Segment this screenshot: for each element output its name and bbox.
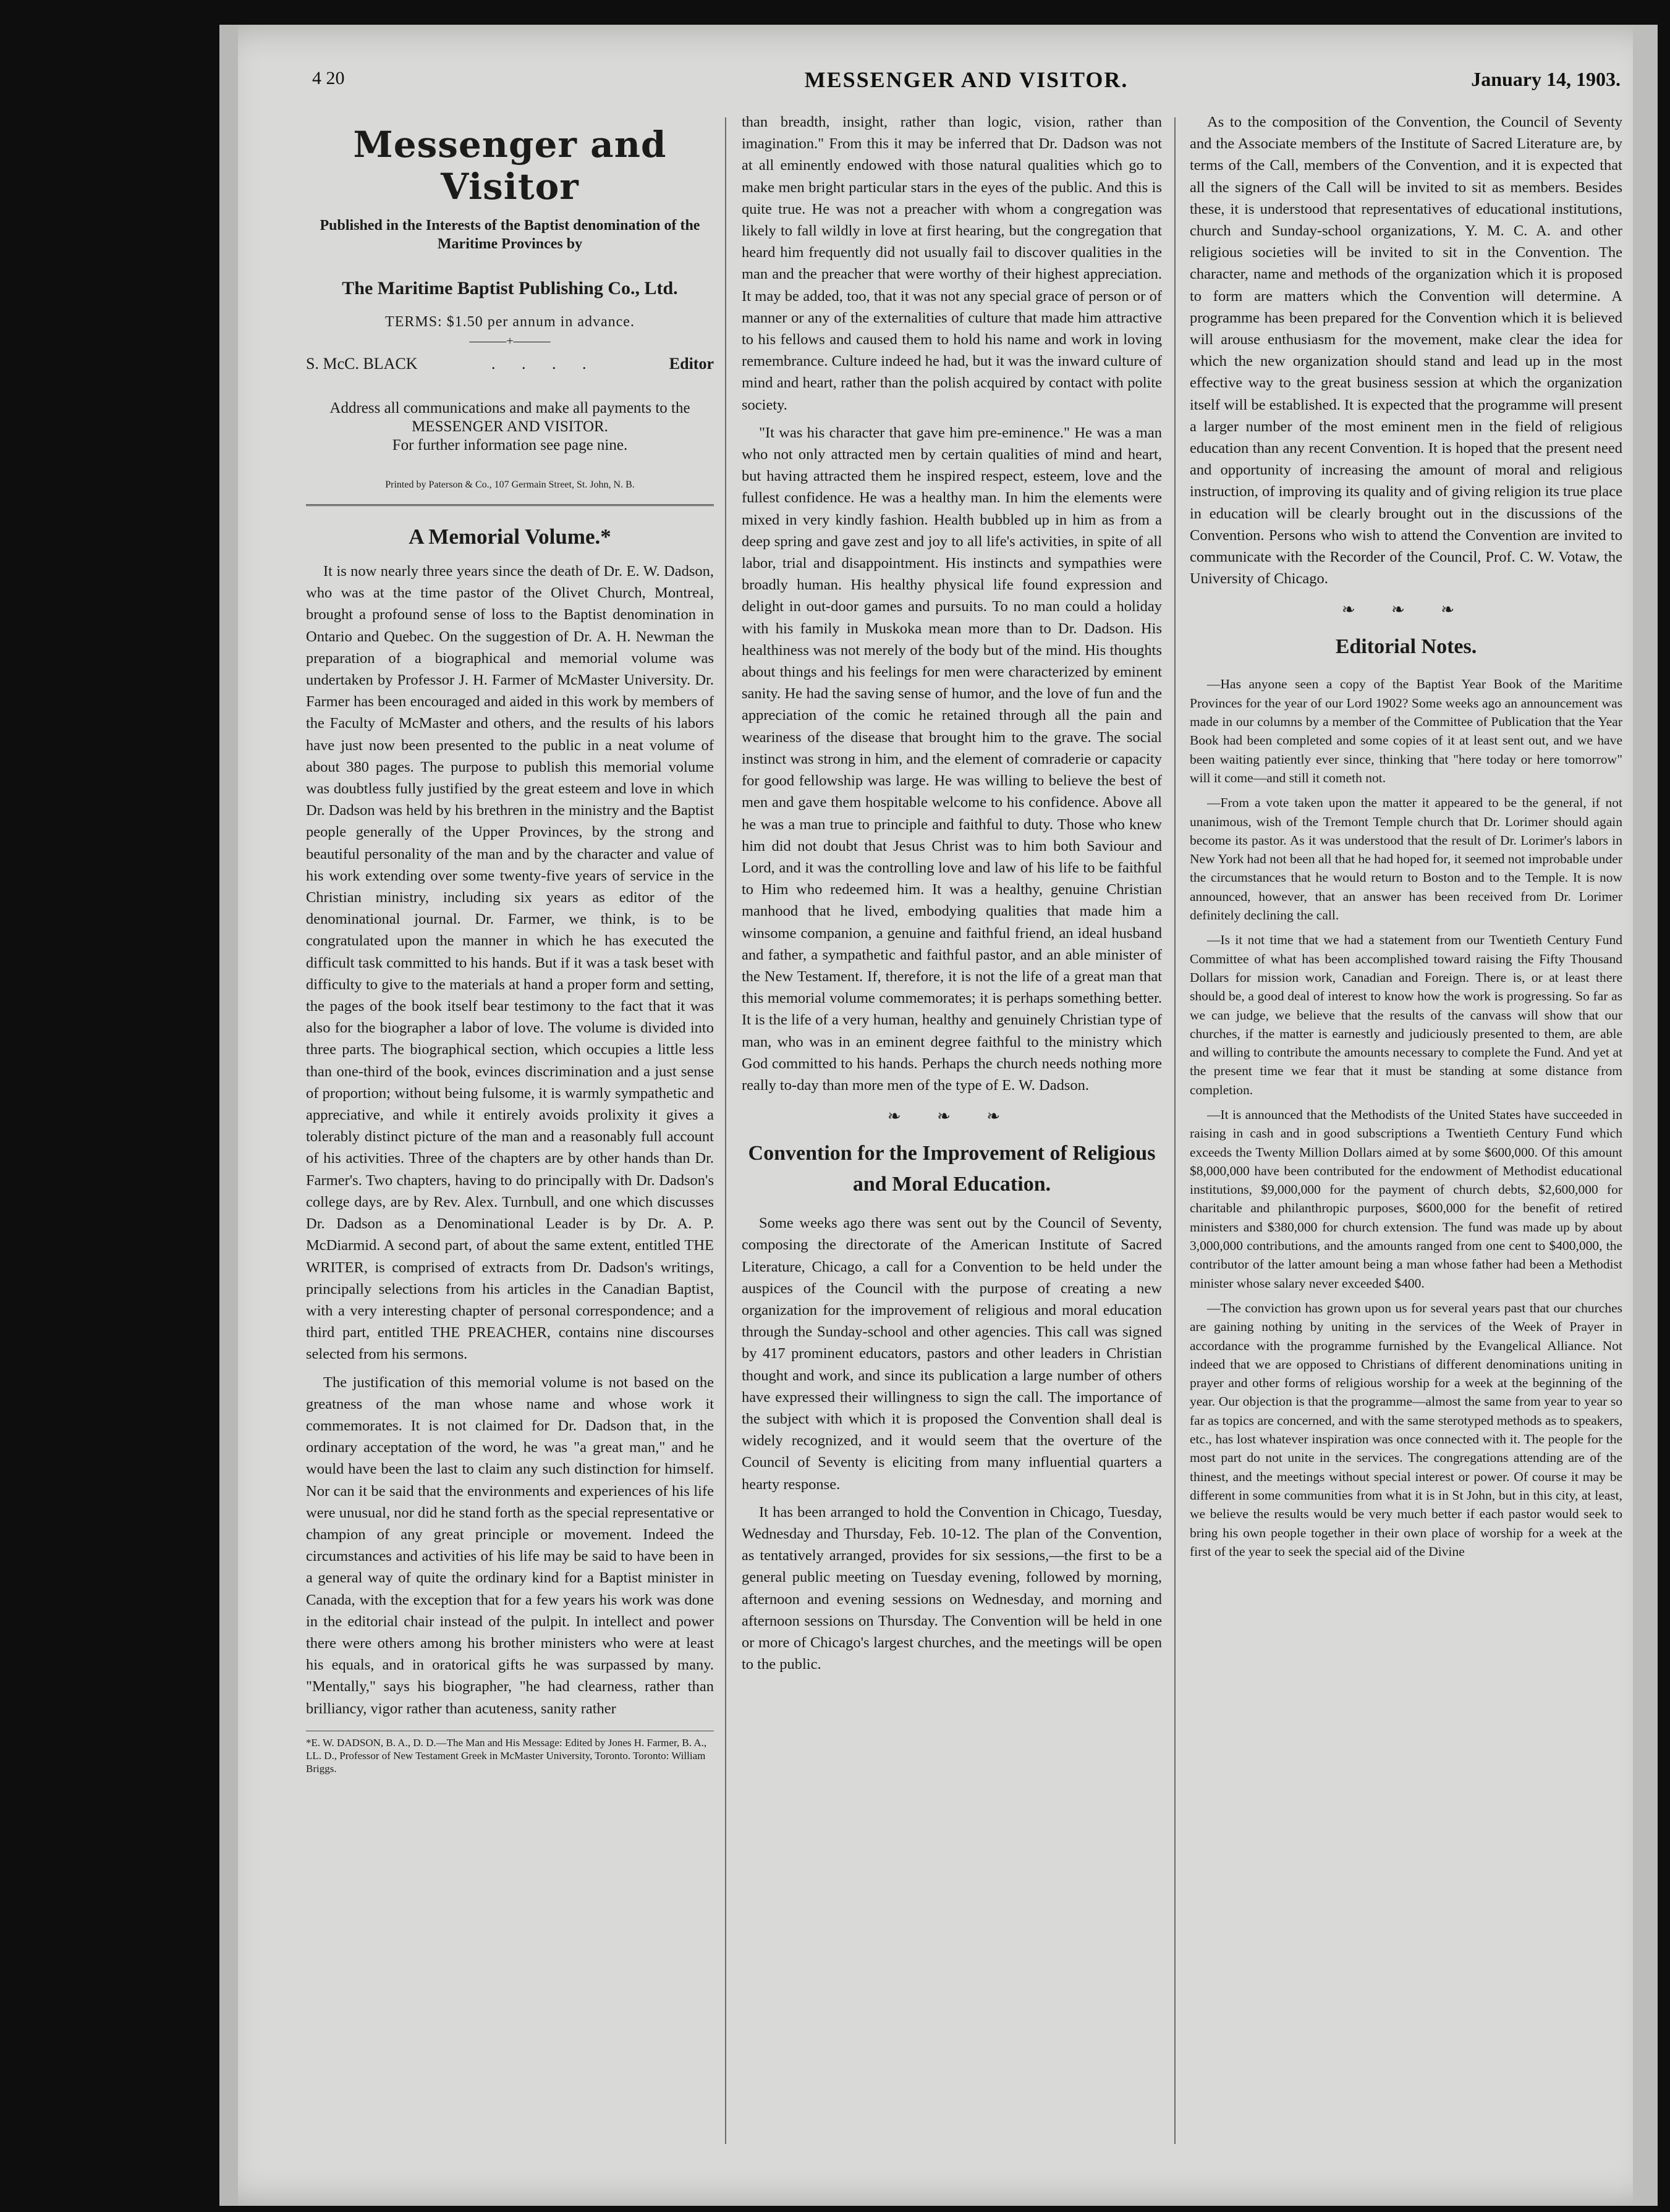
memorial-title: A Memorial Volume.* [409,525,611,549]
column-2 [742,111,1162,1681]
printer-line: Printed by Paterson & Co., 107 Germain Street, St. John, N. B. [385,479,635,490]
memorial-paragraph: It is now nearly three years since the death of Dr. E. W. Dadson, who was at the time pastor of the Olivet Church, Montreal, brought a profound sense of loss to the Baptist denomination in Ontario and Quebec. On the suggestion of Dr. A. H. Newman the preparation of a biographical and memorial volume was undertaken by Professor J. H. Farmer of McMaster University. Dr. Farmer has been encouraged and aided in this work by members of the Faculty of McMaster and others, and the results of his labors have just now been presented to the public in a neat volume of about 380 pages. The purpose to publish this memorial volume was doubtless fully justified by the great esteem and love in which Dr. Dadson was held by his brethren in the ministry and the Baptist people generally of the Upper Provinces, by the strong and beautiful personality of the man and by the character and value of his work extending over some twenty-five years of service in the Christian ministry, including six years as editor of the denominational journal. Dr. Farmer, we think, is to be congratulated upon the manner in which he has executed the difficult task committed to his hands. But if it was a task beset with difficulty to give to the materials at hand a proper form and setting, the pages of the book itself bear testimony to the fact that it was also for the biographer a labor of love. The volume is divided into three parts. The biographical section, which occupies a little less than one-third of the book, evinces discrimination and a just sense of proportion; without being fulsome, it is warmly sympathetic and appreciative, and while it entirely avoids prolixity it gives a tolerably distinct picture of the man and a reasonably full account of his activities. Three of the chapters are by other hands than Dr. Farmer's. Two chapters, having to do principally with Dr. Dadson's college days, are by Rev. Alex. Turnbull, and one which discusses Dr. Dadson as a Denominational Leader is by Dr. A. P. McDiarmid. A second part, of about the same extent, entitled THE WRITER, is comprised of extracts from Dr. Dadson's writings, principally selections from his articles in the Canadian Baptist, with a very interesting chapter of personal correspondence; and a third part, entitled THE PREACHER, contains nine discourses selected from his sermons. [306,563,714,1363]
section-ornament: ❧ ❧ ❧ [1341,601,1471,619]
column-rule-1 [725,117,726,2144]
issue-date: January 14, 1903. [1471,68,1621,90]
editorial-notes [1190,675,1622,1561]
masthead-title: Messenger and Visitor [353,124,667,208]
convention-paragraph: Some weeks ago there was sent out by the Council of Seventy, composing the directorate of the American Institute of Sacred Literature, Chicago, a call for a Convention to be held under the auspices of the Council with the purpose of creating a new organization for the improvement of religious and moral education through the Sunday-school and other agencies. This call was signed by 417 prominent educators, pastors and other leaders in Christian thought and work, and since its publication a large number of others have expressed their willingness to sign the call. The importance of the subject with which it is proposed the Convention shall deal is widely recognized, and it would seem that the overture of the Council of Seventy is eliciting from many influential quarters a hearty response. [742,1215,1162,1493]
editorial-note: —The conviction has grown upon us for several years past that our churches are gaining nothing by uniting in the services of the Week of Prayer in accordance with the programme furnished by the Evangelical Alliance. Not indeed that we are opposed to Christians of different denominations uniting in prayer and other forms of religious worship for a week at the beginning of the year. Our objection is that the programme—almost the same from year to year so far as topics are concerned, and with the same sterotyped methods as to speakers, etc., has lost whatever inspiration was once connected with it. The people for the most part do not unite in the services. The congregations attending are of the thinest, and the meetings without special interest or power. Of course it may be different in some communities from what it is in St John, but in this city, at least, we believe the results would be very much better if each pastor would seek to bring his own people together in their own place of worship for a week at the first of the year to seek the special aid of the Divine [1190,1300,1622,1559]
column-3 [1190,111,1622,1567]
editor-line [306,355,714,379]
masthead-subtitle: Published in the Interests of the Baptist denomination of the Maritime Provinces by [320,217,700,252]
column-rule-2 [1174,117,1176,2144]
editor-dots: . . . . [491,355,598,373]
editorial-note: —Has anyone seen a copy of the Baptist Year Book of the Maritime Provinces for the year of our Lord 1902? Some weeks ago an announcement was made in our columns by a member of the Committee of Publication that the Year Book had been completed and some copies of it at least sent out, and we have been waiting patiently ever since, thinking that "here today or here tomorrow" will it come—and still it cometh not. [1190,677,1622,785]
memorial-paragraph: than breadth, insight, rather than logic, vision, rather than imagination." From this it may be inferred that Dr. Dadson was not at all eminently endowed with those natural qualities which go to make men bright particular stars in the eyes of the public. And this is quite true. He was not a preacher with whom a congregation was likely to fall wildly in love at first hearing, but the congregation that heard him frequently did not usually fail to discover qualities in the man and the preacher that were worthy of their highest appreciation. It may be added, too, that it was not any special grace of person or of manner or any of the externalities of culture that made him attractive to his fellows and caused them to hold his name and work in loving remembrance. Culture indeed he had, but it was the inward culture of mind and heart, rather than the polish acquired by contact with polite society. [742,114,1162,413]
divider: ———+——— [469,334,551,348]
page-edge-left [219,25,238,2206]
masthead-rule [306,504,714,506]
memorial-continued [742,111,1162,1096]
page-header [312,62,1621,105]
editorial-note: —Is it not time that we had a statement from our Twentieth Century Fund Committee of what has been accomplished toward raising the Fifty Thousand Dollars for mission work, Canadian and Foreign. There is, or at least there should be, a good deal of interest to know how the work is progressing. So far as we can judge, we believe that the results of the canvass will show that our churches, if the matter is earnestly and judiciously presented to them, are able and willing to contribute the amounts necessary to complete the Fund. And yet at the present time we fear that it must be standing at some distance from completion. [1190,932,1622,1097]
running-title: MESSENGER AND VISITOR. [804,67,1129,92]
address-text: Address all communications and make all payments to the MESSENGER AND VISITOR. [329,400,690,435]
editorial-notes-title: Editorial Notes. [1335,635,1477,659]
publisher-name: The Maritime Baptist Publishing Co., Ltd. [342,278,678,298]
convention-title: Convention for the Improvement of Religious and Moral Education. [748,1142,1156,1196]
page-edge-right [1633,25,1658,2206]
page-number: 4 20 [312,68,345,88]
memorial-paragraph: "It was his character that gave him pre-eminence." He was a man who not only attracted men by certain qualities of mind and heart, but having attracted them he inspired respect, esteem, love and the fullest confidence. He was a healthy man. In him the elements were mixed in very kindly fashion. Health bubbled up in him as from a deep spring and gave zest and joy to all life's activities, in spite of all labor, trial and disappointment. His instincts and sympathies were broadly human. His healthy physical life found expression and delight in out-door games and pursuits. To no man could a holiday with his family in Muskoka mean more than to Dr. Dadson. His healthiness was not merely of the body but of the mind. His thoughts about things and his feelings for men were characterized by eminent sanity. He had the saving sense of humor, and the love of fun and the appreciation of the comic he retained through all the pain and weariness of the disease that brought him to the grave. The social instinct was strong in him, and the element of comraderie or capacity for good fellowship was large. He was willing to believe the best of men and gave them hospitable welcome to his confidence. Above all he was a man true to principle and faithful to duty. Those who knew him did not doubt that Jesus Christ was to him both Saviour and Lord, and it was the controlling love and law of his life to be faithful to Him who redeemed him. It was a healthy, genuine Christian manhood that he lived, embodying qualities that made him a winsome companion, a genuine and faithful friend, an ideal husband and father, a sympathetic and faithful pastor, and an able minister of the New Testament. If, therefore, it is not the life of a great man that this memorial volume commemorates; it is perhaps something better. It is the life of a very human, healthy and genuinely Christian type of man, who was in an eminent degree faithful to the ministry which God committed to his hands. Perhaps the church needs nothing more really to-day than more men of the type of E. W. Dadson. [742,424,1162,1094]
memorial-footnote: *E. W. DADSON, B. A., D. D.—The Man and His Message: Edited by Jones H. Farmer, B. A., LL. D., Professor of New Testament Greek in McMaster University, Toronto. Toronto: William Briggs. [306,1731,714,1775]
memorial-paragraph: The justification of this memorial volume is not based on the greatness of the man whose name and whose work it commemorates. It is not claimed for Dr. Dadson that, in the ordinary acceptation of the word, he was "a great man," and he would have been the last to claim any such distinction for himself. Nor can it be said that the environments and experiences of his life were unusual, nor did he stand forth as the special representative or champion of any great principle or movement. Indeed the circumstances and activities of his life may be said to have been in a general way of quite the ordinary kind for a Baptist minister in Canada, with the exception that for a few years his work was done in the editorial chair instead of the pulpit. In intellect and power there were others among his brother ministers who were at least his equals, and in oratorical gifts he was surpassed by many. "Mentally," says his biographer, "he had clearness, rather than brilliancy, vigor rather than acuteness, sanity rather [306,1374,714,1717]
further-info: For further information see page nine. [392,437,628,454]
convention-body [742,1212,1162,1675]
editorial-note: —From a vote taken upon the matter it appeared to be the general, if not unanimous, wish of the Tremont Temple church that Dr. Lorimer should again become its pastor. As it was understood that the result of Dr. Lorimer's labors in New York had not been all that he had hoped for, it seemed not improbable under the circumstances that he would return to Boston and to the Temple. It is now announced, however, that an answer has been received from Dr. Lorimer definitely declining the call. [1190,795,1622,923]
address-note [306,399,714,455]
convention-paragraph: It has been arranged to hold the Convention in Chicago, Tuesday, Wednesday and Thursday, Feb. 10-12. The plan of the Convention, as tentatively arranged, provides for six sessions,—the first to be a general public meeting on Tuesday evening, followed by morning, afternoon and evening sessions on Wednesday, and morning and afternoon sessions on Thursday. The Convention will be held in one or more of Chicago's largest churches, and the meetings will be open to the public. [742,1503,1162,1673]
subscription-terms: TERMS: $1.50 per annum in advance. [385,314,635,330]
section-ornament: ❧ ❧ ❧ [887,1107,1017,1126]
convention-paragraph: As to the composition of the Convention, the Council of Seventy and the Associate members of the Institute of Sacred Literature are, by terms of the Call, members of the Convention, and it is expected that all the signers of the Call will be invited to sit as members. Besides these, it is understood that representatives of educational institutions, church and Sunday-school organizations, Y. M. C. A. and other religious societies will be invited to sit in the Convention. The character, name and methods of the organization which it is proposed to form are matters which the Convention will determine. A programme has been prepared for the Convention which it is believed will arouse enthusiasm for the movement, make clear the idea for which the new organization should stand and lead up in the most effective way to the great business session at which the organization itself will be established. It is expected that the programme will present a larger number of the most eminent men in the field of religious education than any recent Convention. It is hoped that the present need and opportunity of increasing the amount of moral and religious instruction, of improving its quality and of giving religion its true place in education will be clearly brought out in the discussions of the Convention. Persons who wish to attend the Convention are invited to communicate with the Recorder of the Council, Prof. C. W. Votaw, the University of Chicago. [1190,114,1622,588]
memorial-body [306,560,714,1720]
convention-continued [1190,111,1622,589]
newspaper-page [219,25,1658,2206]
editor-label: Editor [669,355,714,373]
editor-name: S. McC. BLACK [306,355,418,373]
column-1 [306,111,714,1775]
editorial-note: —It is announced that the Methodists of the United States have succeeded in raising in cash and in good subscriptions a Twentieth Century Fund which exceeds the Twenty Million Dollars aimed at by some $600,000. Of this amount $8,000,000 have been contributed for the endowment of Methodist educational institutions, $9,000,000 for the payment of church debts, $2,600,000 for charitable and philanthropic purposes, $600,000 for the benefit of retired ministers and $380,000 for church extension. The fund was made up by about 3,000,000 contributions, and the amounts ranged from one cent to $400,000, the contributor of the latter amount being a man whose father had been a Methodist minister whose salary never exceeded $400. [1190,1107,1622,1291]
